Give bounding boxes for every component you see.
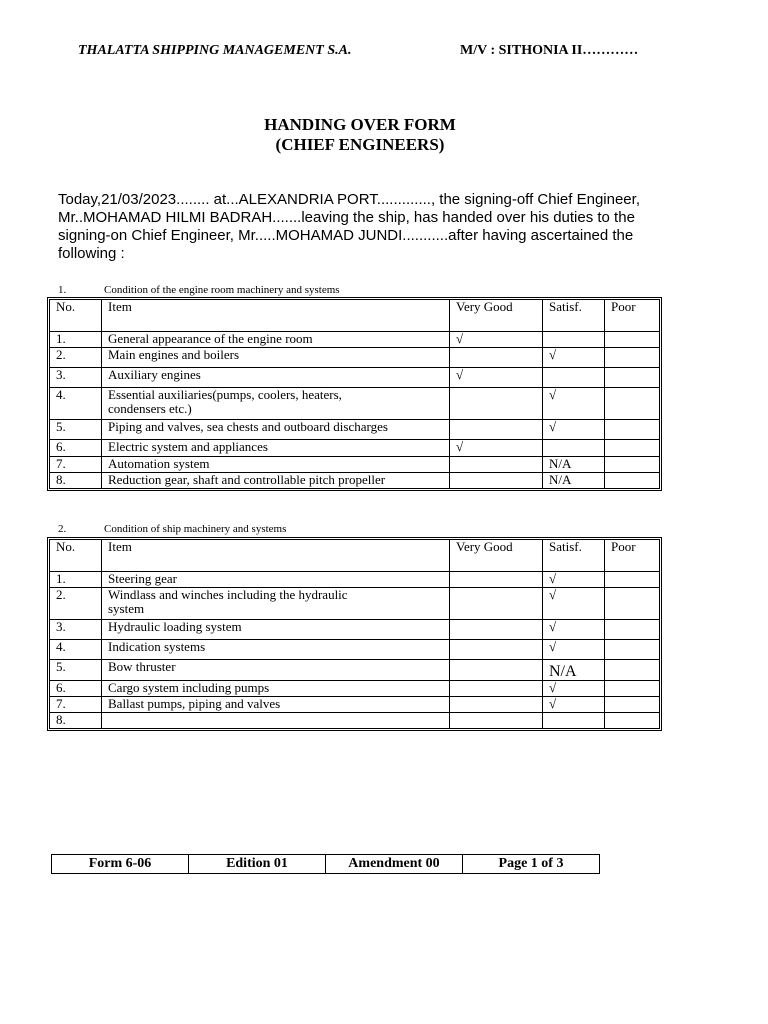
table-row — [50, 420, 660, 440]
table-row — [50, 697, 660, 713]
table-row — [50, 640, 660, 660]
row-satisf — [543, 713, 605, 729]
row-no: 1. — [50, 572, 102, 588]
intro-paragraph: Today,21/03/2023........ at...ALEXANDRIA PORT............., the signing-off Chief Engineer, Mr..MOHAMAD HILMI BADRAH.......leaving the ship, has handed over his duties to the signing-on Chief Engineer, Mr.....MOHAMAD JUNDI...........after having ascertained the following : — [58, 191, 640, 262]
row-satisf: √ — [543, 348, 605, 368]
row-very-good: √ — [450, 440, 543, 457]
table-header-row — [50, 540, 660, 572]
section1-number: 1. — [58, 284, 67, 296]
row-item: Cargo system including pumps — [102, 681, 450, 697]
row-very-good — [450, 681, 543, 697]
header-no: No. — [50, 540, 102, 572]
section2-number: 2. — [58, 523, 67, 535]
row-no: 4. — [50, 640, 102, 660]
row-no: 4. — [50, 388, 102, 420]
row-very-good — [450, 420, 543, 440]
header-satisf: Satisf. — [543, 540, 605, 572]
row-item: Automation system — [102, 457, 450, 473]
row-very-good — [450, 473, 543, 489]
header-item: Item — [102, 540, 450, 572]
header-very-good: Very Good — [450, 300, 543, 332]
row-no: 5. — [50, 660, 102, 681]
edition: Edition 01 — [189, 855, 326, 874]
row-no: 7. — [50, 457, 102, 473]
table-row — [50, 348, 660, 368]
row-satisf: √ — [543, 681, 605, 697]
row-very-good — [450, 640, 543, 660]
page-number: Page 1 of 3 — [463, 855, 600, 874]
row-very-good — [450, 697, 543, 713]
row-item: Reduction gear, shaft and controllable pitch propeller — [102, 473, 450, 489]
row-item: Steering gear — [102, 572, 450, 588]
row-item: Essential auxiliaries(pumps, coolers, heaters, condensers etc.) — [102, 388, 450, 420]
row-item: Indication systems — [102, 640, 450, 660]
row-satisf: √ — [543, 697, 605, 713]
table-row — [50, 457, 660, 473]
row-no: 6. — [50, 440, 102, 457]
row-very-good: √ — [450, 368, 543, 388]
table-row — [50, 332, 660, 348]
row-poor — [605, 572, 660, 588]
row-poor — [605, 457, 660, 473]
row-poor — [605, 697, 660, 713]
row-poor — [605, 588, 660, 620]
table-row — [50, 660, 660, 681]
form-footer — [51, 854, 600, 874]
table-row — [50, 620, 660, 640]
header-no: No. — [50, 300, 102, 332]
table-row — [50, 588, 660, 620]
row-no: 3. — [50, 368, 102, 388]
row-no: 3. — [50, 620, 102, 640]
header-poor: Poor — [605, 300, 660, 332]
row-item: Windlass and winches including the hydraulic system — [102, 588, 450, 620]
section1-title: Condition of the engine room machinery and systems — [104, 284, 340, 296]
row-very-good — [450, 572, 543, 588]
row-poor — [605, 332, 660, 348]
row-satisf: N/A — [543, 473, 605, 489]
row-very-good: √ — [450, 332, 543, 348]
row-item: General appearance of the engine room — [102, 332, 450, 348]
table-row — [50, 440, 660, 457]
row-satisf: N/A — [543, 457, 605, 473]
row-item: Hydraulic loading system — [102, 620, 450, 640]
header-poor: Poor — [605, 540, 660, 572]
row-very-good — [450, 660, 543, 681]
row-poor — [605, 640, 660, 660]
header-very-good: Very Good — [450, 540, 543, 572]
row-very-good — [450, 348, 543, 368]
row-satisf: √ — [543, 388, 605, 420]
header-satisf: Satisf. — [543, 300, 605, 332]
row-no: 1. — [50, 332, 102, 348]
section1-table — [49, 299, 660, 489]
row-no: 5. — [50, 420, 102, 440]
form-number: Form 6-06 — [52, 855, 189, 874]
row-poor — [605, 368, 660, 388]
row-satisf — [543, 332, 605, 348]
section2-title: Condition of ship machinery and systems — [104, 523, 287, 535]
row-item: Ballast pumps, piping and valves — [102, 697, 450, 713]
row-very-good — [450, 620, 543, 640]
row-very-good — [450, 588, 543, 620]
section2-table-frame — [47, 537, 662, 731]
table-row — [50, 572, 660, 588]
row-satisf: √ — [543, 620, 605, 640]
section1-table-frame — [47, 297, 662, 491]
row-poor — [605, 660, 660, 681]
form-subtitle: (CHIEF ENGINEERS) — [275, 135, 445, 154]
row-poor — [605, 348, 660, 368]
row-satisf: √ — [543, 420, 605, 440]
row-no: 2. — [50, 348, 102, 368]
row-no: 2. — [50, 588, 102, 620]
row-item: Piping and valves, sea chests and outboard discharges — [102, 420, 450, 440]
row-no: 8. — [50, 713, 102, 729]
row-item: Auxiliary engines — [102, 368, 450, 388]
table-row — [50, 713, 660, 729]
company-name: THALATTA SHIPPING MANAGEMENT S.A. — [78, 43, 352, 58]
row-satisf — [543, 368, 605, 388]
row-item: Bow thruster — [102, 660, 450, 681]
table-header-row — [50, 300, 660, 332]
row-item — [102, 713, 450, 729]
row-satisf: √ — [543, 572, 605, 588]
row-poor — [605, 713, 660, 729]
row-satisf: N/A — [543, 660, 605, 681]
row-very-good — [450, 388, 543, 420]
row-poor — [605, 681, 660, 697]
table-row — [50, 681, 660, 697]
row-item: Main engines and boilers — [102, 348, 450, 368]
row-satisf — [543, 440, 605, 457]
amendment: Amendment 00 — [326, 855, 463, 874]
row-satisf: √ — [543, 640, 605, 660]
row-item: Electric system and appliances — [102, 440, 450, 457]
row-poor — [605, 473, 660, 489]
table-row — [50, 388, 660, 420]
vessel-name: M/V : SITHONIA II………… — [460, 43, 639, 58]
row-poor — [605, 620, 660, 640]
table-row — [50, 473, 660, 489]
row-satisf: √ — [543, 588, 605, 620]
row-no: 8. — [50, 473, 102, 489]
header-item: Item — [102, 300, 450, 332]
row-no: 6. — [50, 681, 102, 697]
row-poor — [605, 420, 660, 440]
row-very-good — [450, 713, 543, 729]
row-no: 7. — [50, 697, 102, 713]
section2-table — [49, 539, 660, 729]
row-poor — [605, 388, 660, 420]
row-poor — [605, 440, 660, 457]
row-very-good — [450, 457, 543, 473]
table-row — [50, 368, 660, 388]
form-title: HANDING OVER FORM — [264, 115, 456, 134]
